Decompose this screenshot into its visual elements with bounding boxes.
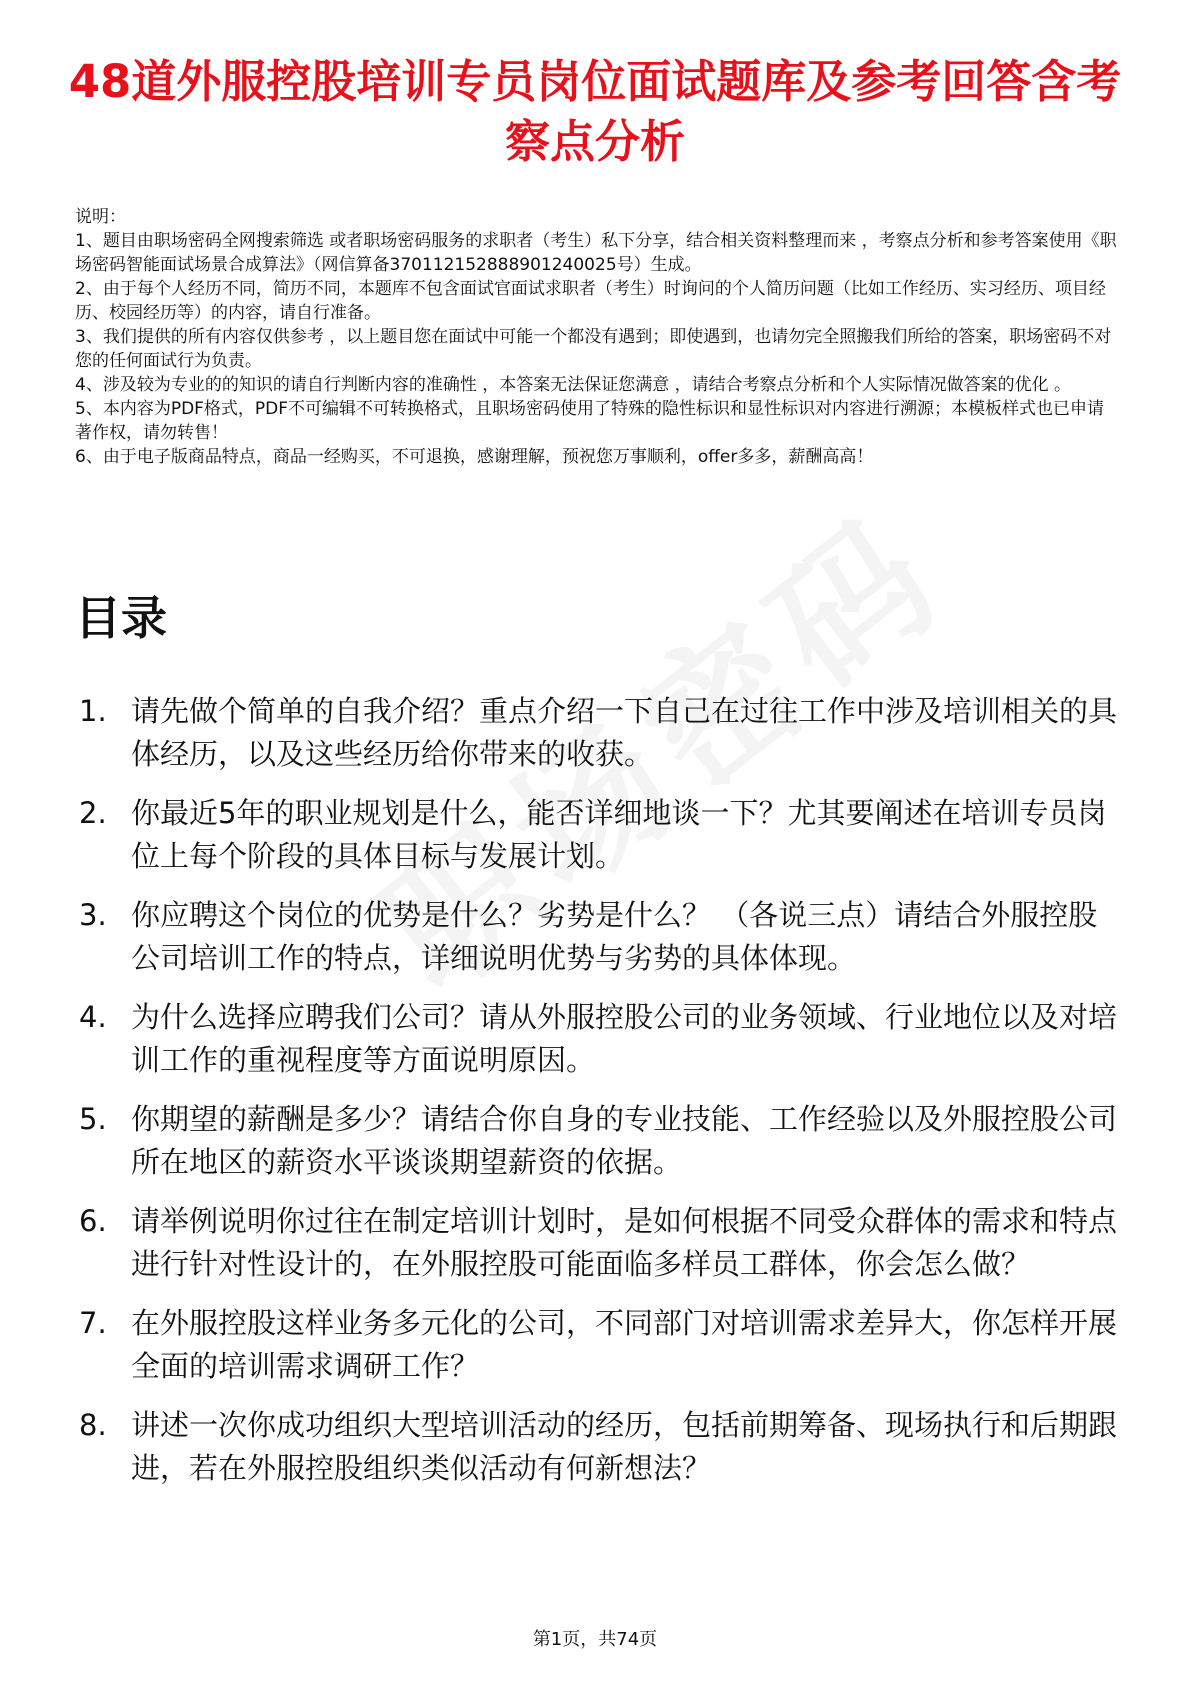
note-item-4: 4、涉及较为专业的的知识的请自行判断内容的准确性 ，本答案无法保证您满意 ，请结合考察点分析和个人实际情况做答案的优化 。 (75, 375, 1072, 395)
toc-item-text: 讲述一次你成功组织大型培训活动的经历，包括前期筹备、现场执行和后期跟进，若在外服控股组织类似活动有何新想法？ (131, 1408, 1118, 1485)
toc-item-text: 在外服控股这样业务多元化的公司，不同部门对培训需求差异大，你怎样开展全面的培训需求调研工作？ (131, 1306, 1118, 1383)
note-item-3: 3、我们提供的所有内容仅供参考 ，以上题目您在面试中可能一个都没有遇到；即使遇到，也请勿完全照搬我们所给的答案，职场密码不对您的任何面试行为负责。 (75, 327, 1112, 371)
toc-item-number: 4. (79, 1000, 107, 1034)
toc-heading: 目录 (75, 591, 167, 645)
toc-item[interactable] (75, 792, 1125, 878)
toc-item[interactable] (75, 1200, 1125, 1286)
note-item-1: 1、题目由职场密码全网搜索筛选 或者职场密码服务的求职者（考生）私下分享，结合相关资料整理而来 ，考察点分析和参考答案使用《职场密码智能面试场景合成算法》（网信算备370112152888901240025号）生成。 (75, 231, 1117, 275)
toc-item-number: 1. (79, 694, 107, 728)
note-item-2: 2、由于每个人经历不同，简历不同，本题库不包含面试官面试求职者（考生）时询问的个人简历问题（比如工作经历、实习经历、项目经历、校园经历等）的内容，请自行准备。 (75, 279, 1106, 323)
toc-item-number: 8. (79, 1408, 107, 1442)
toc-item[interactable] (75, 996, 1125, 1082)
notes-section (75, 205, 1120, 469)
note-item-6: 6、由于电子版商品特点，商品一经购买，不可退换，感谢理解，预祝您万事顺利，offer多多，薪酬高高！ (75, 447, 874, 467)
toc-item[interactable] (75, 1098, 1125, 1184)
toc-item[interactable] (75, 1302, 1125, 1388)
page-footer: 第1页，共74页 (532, 1629, 658, 1650)
toc-item-number: 5. (79, 1102, 107, 1136)
toc-item-number: 3. (79, 898, 107, 932)
toc-list (75, 690, 1125, 1506)
toc-item-text: 你最近5年的职业规划是什么，能否详细地谈一下？尤其要阐述在培训专员岗位上每个阶段的具体目标与发展计划。 (131, 796, 1107, 873)
toc-item-number: 7. (79, 1306, 107, 1340)
toc-item-text: 为什么选择应聘我们公司？请从外服控股公司的业务领域、行业地位以及对培训工作的重视程度等方面说明原因。 (131, 1000, 1118, 1077)
note-item-5: 5、本内容为PDF格式，PDF不可编辑不可转换格式，且职场密码使用了特殊的隐性标识和显性标识对内容进行溯源；本模板样式也已申请著作权，请勿转售！ (75, 399, 1105, 443)
toc-item-text: 请先做个简单的自我介绍？重点介绍一下自己在过往工作中涉及培训相关的具体经历，以及这些经历给你带来的收获。 (131, 694, 1118, 771)
toc-item[interactable] (75, 894, 1125, 980)
toc-item-text: 请举例说明你过往在制定培训计划时，是如何根据不同受众群体的需求和特点进行针对性设计的，在外服控股可能面临多样员工群体，你会怎么做？ (131, 1204, 1118, 1281)
toc-item-text: 你应聘这个岗位的优势是什么？劣势是什么？ （各说三点）请结合外服控股公司培训工作的特点，详细说明优势与劣势的具体体现。 (131, 898, 1098, 975)
toc-item-number: 6. (79, 1204, 107, 1238)
notes-heading: 说明： (75, 207, 126, 227)
toc-item[interactable] (75, 1404, 1125, 1490)
toc-item[interactable] (75, 690, 1125, 776)
toc-item-text: 你期望的薪酬是多少？请结合你自身的专业技能、工作经验以及外服控股公司所在地区的薪资水平谈谈期望薪资的依据。 (131, 1102, 1118, 1179)
document-title: 48道外服控股培训专员岗位面试题库及参考回答含考察点分析 (68, 55, 1122, 168)
toc-item-number: 2. (79, 796, 107, 830)
